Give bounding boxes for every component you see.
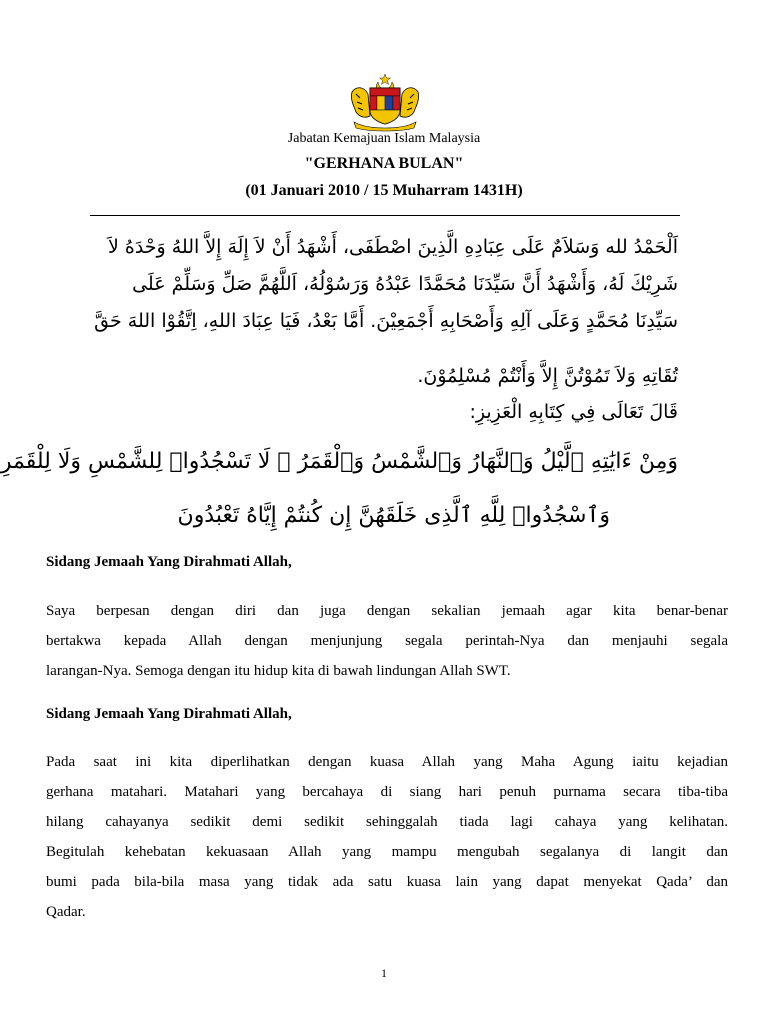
paragraph-line: hilang cahayanya sedikit demi sedikit sehinggalah tiada lagi cahaya yang kelihatan. <box>46 814 728 830</box>
quran-verse-line: وَٱسْجُدُوا۟ لِلَّهِ ٱلَّذِى خَلَقَهُنَّ إِن كُنتُمْ إِيَّاهُ تَعْبُدُونَ <box>177 503 610 528</box>
body-paragraph <box>46 747 728 927</box>
arabic-quote-intro: قَالَ تَعَالَى فِي كِتَابِهِ الْعَزِيزِ: <box>469 401 678 423</box>
arabic-opening-line: تُقَاتِهِ وَلاَ تَمُوْتُنَّ إِلاَّ وَأَنْتُمْ مُسْلِمُوْنَ. <box>417 365 678 387</box>
paragraph-line: bumi pada bila-bila masa yang tidak ada satu kuasa lain yang dapat menyekat Qada’ dan <box>46 874 728 890</box>
paragraph-line: gerhana matahari. Matahari yang bercahaya di siang hari penuh purnama secara tiba-tiba <box>46 784 728 800</box>
body-paragraph <box>46 596 728 686</box>
paragraph-line: larangan-Nya. Semoga dengan itu hidup kita di bawah lindungan Allah SWT. <box>46 663 511 679</box>
arabic-opening-line: شَرِيْكَ لَهُ، وَأَشْهَدُ أَنَّ سَيِّدَنَا مُحَمَّدًا عَبْدُهُ وَرَسُوْلُهُ، اَللَّهُمَّ صَلِّ وَسَلِّمْ عَلَى <box>132 273 678 295</box>
paragraph-line: bertakwa kepada Allah dengan menjunjung segala perintah-Nya dan menjauhi segala <box>46 633 728 649</box>
malaysia-coat-of-arms-icon <box>348 72 422 132</box>
department-name: Jabatan Kemajuan Islam Malaysia <box>287 131 481 146</box>
page-number: 1 <box>381 966 387 980</box>
paragraph-line: Saya berpesan dengan diri dan juga dengan sekalian jemaah agar kita benar-benar <box>46 603 728 619</box>
sermon-date: (01 Januari 2010 / 15 Muharram 1431H) <box>245 182 523 199</box>
sermon-title: "GERHANA BULAN" <box>304 155 464 172</box>
salutation-heading: Sidang Jemaah Yang Dirahmati Allah, <box>46 554 292 570</box>
paragraph-line: Qadar. <box>46 904 86 920</box>
salutation-heading: Sidang Jemaah Yang Dirahmati Allah, <box>46 706 292 722</box>
arabic-opening-line: اَلْحَمْدُ لله وَسَلاَمٌ عَلَى عِبَادِهِ الَّذِينَ اصْطَفَى، أَشْهَدُ أَنْ لاَ إِلَهَ إِلاَّ اللهُ وَحْدَهُ لاَ <box>107 236 678 258</box>
arabic-opening-line: سَيِّدِنَا مُحَمَّدٍ وَعَلَى آلِهِ وَأَصْحَابِهِ أَجْمَعِيْنَ. أَمَّا بَعْدُ، فَيَا عِبَادَ اللهِ، اِتَّقُوْا اللهَ حَقَّ <box>94 310 678 332</box>
paragraph-line: Pada saat ini kita diperlihatkan dengan kuasa Allah yang Maha Agung iaitu kejadian <box>46 754 728 770</box>
quran-verse-line: وَمِنْ ءَايَٰتِهِ ٱلَّيْلُ وَٱلنَّهَارُ وَٱلشَّمْسُ وَٱلْقَمَرُ ۚ لَا تَسْجُدُوا۟ لِلشَّمْسِ وَلَا لِلْقَمَرِ <box>0 449 678 474</box>
paragraph-line: Begitulah kehebatan kekuasaan Allah yang mampu mengubah segalanya di langit dan <box>46 844 728 860</box>
header-divider <box>90 215 680 216</box>
